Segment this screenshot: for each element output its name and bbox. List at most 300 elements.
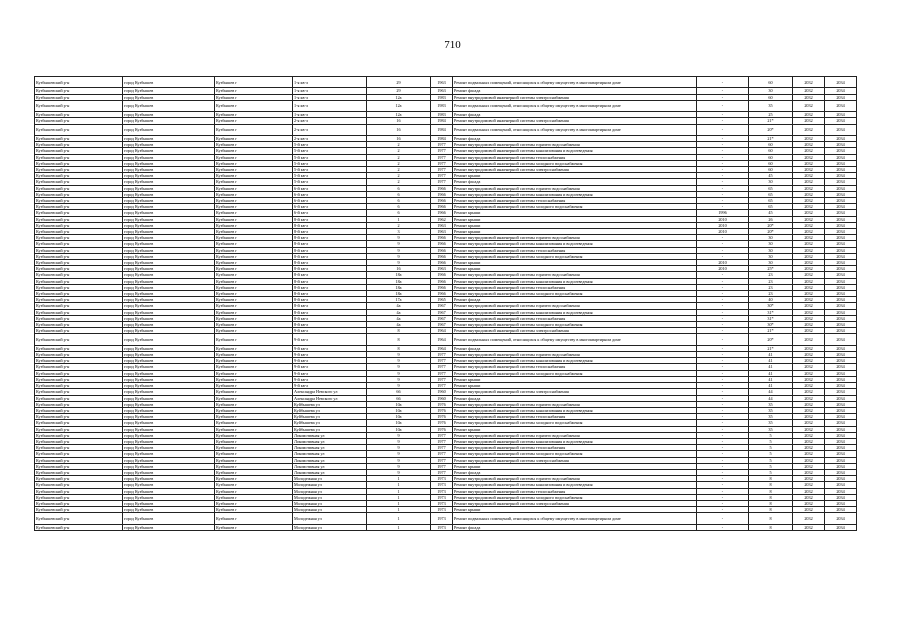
cell-cost: 20*: [749, 124, 793, 135]
cell-house: 9: [367, 376, 431, 382]
cell-district: Кузбышевский р-н: [35, 334, 123, 345]
cell-plan-start: 2032: [793, 247, 825, 253]
cell-plan-end: 2034: [825, 513, 857, 524]
cell-plan-end: 2034: [825, 198, 857, 204]
cell-house: 1: [367, 524, 431, 530]
cell-settlement: город Кузбышев: [123, 253, 215, 259]
cell-year-built: 1977: [431, 432, 453, 438]
cell-plan-end: 2034: [825, 272, 857, 278]
cell-plan-end: 2034: [825, 507, 857, 513]
cell-settlement: город Кузбышев: [123, 148, 215, 154]
cell-district: Кузбышевский р-н: [35, 160, 123, 166]
cell-settlement: город Кузбышев: [123, 494, 215, 500]
cell-plan-start: 2032: [793, 524, 825, 530]
table-row: [35, 100, 857, 111]
cell-street: 9-й кв-л: [293, 383, 367, 389]
cell-house: 9: [367, 247, 431, 253]
cell-work: Ремонт внутридомовой инженерной системы канализования и водоотведения: [453, 241, 697, 247]
cell-work: Ремонт внутридомовой инженерной системы электроснабжения: [453, 389, 697, 395]
cell-house: 2: [367, 222, 431, 228]
cell-prev-repair: -: [697, 135, 749, 141]
cell-district: Кузбышевский р-н: [35, 278, 123, 284]
cell-street: 2-я кв-л: [293, 135, 367, 141]
cell-prev-repair: -: [697, 88, 749, 94]
cell-plan-end: 2034: [825, 297, 857, 303]
cell-year-built: 1964: [431, 328, 453, 334]
cell-cost: 21*: [749, 328, 793, 334]
cell-street: 8-й кв-л: [293, 222, 367, 228]
cell-city: Кузбышев г: [215, 469, 293, 475]
cell-plan-end: 2034: [825, 345, 857, 351]
cell-work: Ремонт крыши: [453, 229, 697, 235]
cell-street: 6-й кв-л: [293, 210, 367, 216]
cell-city: Кузбышев г: [215, 247, 293, 253]
cell-district: Кузбышевский р-н: [35, 253, 123, 259]
cell-plan-end: 2034: [825, 438, 857, 444]
cell-settlement: город Кузбышев: [123, 112, 215, 118]
cell-year-built: 1983: [431, 94, 453, 100]
cell-plan-end: 2034: [825, 204, 857, 210]
cell-plan-start: 2032: [793, 284, 825, 290]
cell-plan-end: 2034: [825, 328, 857, 334]
cell-plan-start: 2032: [793, 309, 825, 315]
cell-house: 8: [367, 328, 431, 334]
cell-prev-repair: -: [697, 445, 749, 451]
cell-cost: 23: [749, 278, 793, 284]
cell-city: Кузбышев г: [215, 345, 293, 351]
cell-city: Кузбышев г: [215, 241, 293, 247]
cell-plan-start: 2032: [793, 507, 825, 513]
cell-settlement: город Кузбышев: [123, 272, 215, 278]
cell-plan-end: 2034: [825, 77, 857, 88]
cell-city: Кузбышев г: [215, 235, 293, 241]
cell-prev-repair: -: [697, 118, 749, 124]
cell-settlement: город Кузбышев: [123, 315, 215, 321]
cell-plan-start: 2032: [793, 426, 825, 432]
cell-city: Кузбышев г: [215, 124, 293, 135]
cell-house: 8: [367, 334, 431, 345]
cell-plan-start: 2032: [793, 160, 825, 166]
cell-district: Кузбышевский р-н: [35, 432, 123, 438]
cell-cost: 8: [749, 488, 793, 494]
cell-cost: 30*: [749, 303, 793, 309]
cell-prev-repair: -: [697, 124, 749, 135]
cell-street: 5-й кв-л: [293, 148, 367, 154]
cell-work: Ремонт внутридомовой инженерной системы теплоснабжения: [453, 315, 697, 321]
cell-street: 8-й кв-л: [293, 315, 367, 321]
cell-prev-repair: 2010: [697, 260, 749, 266]
cell-city: Кузбышев г: [215, 222, 293, 228]
cell-city: Кузбышев г: [215, 328, 293, 334]
cell-prev-repair: -: [697, 524, 749, 530]
cell-cost: 44: [749, 389, 793, 395]
cell-settlement: город Кузбышев: [123, 77, 215, 88]
cell-work: Ремонт подвальных помещений, относящихся к общему имуществу в многоквартирном доме: [453, 334, 697, 345]
cell-plan-start: 2032: [793, 345, 825, 351]
cell-cost: 23: [749, 272, 793, 278]
cell-year-built: 1977: [431, 160, 453, 166]
cell-plan-start: 2032: [793, 469, 825, 475]
cell-cost: 21*: [749, 118, 793, 124]
cell-house: 9: [367, 451, 431, 457]
cell-street: 6-й кв-л: [293, 185, 367, 191]
cell-work: Ремонт фасада: [453, 135, 697, 141]
cell-district: Кузбышевский р-н: [35, 185, 123, 191]
cell-plan-start: 2032: [793, 185, 825, 191]
cell-work: Ремонт внутридомовой инженерной системы холодного водоснабжения: [453, 322, 697, 328]
cell-plan-start: 2032: [793, 500, 825, 506]
cell-street: 8-й кв-л: [293, 247, 367, 253]
cell-settlement: город Кузбышев: [123, 407, 215, 413]
cell-prev-repair: -: [697, 358, 749, 364]
cell-house: 10а: [367, 420, 431, 426]
cell-prev-repair: -: [697, 278, 749, 284]
cell-cost: 5: [749, 438, 793, 444]
cell-plan-end: 2034: [825, 253, 857, 259]
cell-street: 8-й кв-л: [293, 284, 367, 290]
cell-street: Локомотивная ул: [293, 445, 367, 451]
cell-city: Кузбышев г: [215, 272, 293, 278]
cell-plan-start: 2032: [793, 77, 825, 88]
cell-year-built: 1964: [431, 345, 453, 351]
cell-plan-start: 2032: [793, 191, 825, 197]
cell-plan-end: 2034: [825, 457, 857, 463]
cell-district: Кузбышевский р-н: [35, 142, 123, 148]
cell-prev-repair: -: [697, 303, 749, 309]
cell-plan-start: 2032: [793, 476, 825, 482]
cell-district: Кузбышевский р-н: [35, 524, 123, 530]
cell-plan-end: 2034: [825, 241, 857, 247]
cell-house: 9: [367, 260, 431, 266]
cell-plan-start: 2032: [793, 482, 825, 488]
cell-city: Кузбышев г: [215, 420, 293, 426]
cell-cost: 35: [749, 100, 793, 111]
cell-work: Ремонт внутридомовой инженерной системы холодного водоснабжения: [453, 160, 697, 166]
cell-settlement: город Кузбышев: [123, 94, 215, 100]
cell-prev-repair: -: [697, 376, 749, 382]
cell-year-built: 1977: [431, 463, 453, 469]
cell-work: Ремонт внутридомовой инженерной системы канализования и водоотведения: [453, 482, 697, 488]
cell-district: Кузбышевский р-н: [35, 482, 123, 488]
cell-settlement: город Кузбышев: [123, 482, 215, 488]
cell-house: 17а: [367, 297, 431, 303]
cell-settlement: город Кузбышев: [123, 445, 215, 451]
cell-city: Кузбышев г: [215, 383, 293, 389]
cell-plan-start: 2032: [793, 401, 825, 407]
cell-year-built: 1973: [431, 500, 453, 506]
cell-house: 16: [367, 118, 431, 124]
cell-plan-end: 2034: [825, 395, 857, 401]
cell-city: Кузбышев г: [215, 229, 293, 235]
cell-city: Кузбышев г: [215, 494, 293, 500]
cell-settlement: город Кузбышев: [123, 303, 215, 309]
cell-year-built: 1966: [431, 253, 453, 259]
cell-year-built: 1966: [431, 235, 453, 241]
cell-district: Кузбышевский р-н: [35, 216, 123, 222]
cell-prev-repair: -: [697, 191, 749, 197]
cell-plan-start: 2032: [793, 253, 825, 259]
cell-work: Ремонт внутридомовой инженерной системы холодного водоснабжения: [453, 204, 697, 210]
cell-plan-start: 2032: [793, 118, 825, 124]
cell-street: 1-я кв-л: [293, 88, 367, 94]
cell-work: Ремонт внутридомовой инженерной системы электроснабжения: [453, 94, 697, 100]
cell-year-built: 1977: [431, 179, 453, 185]
cell-settlement: город Кузбышев: [123, 352, 215, 358]
cell-street: 6-й кв-л: [293, 204, 367, 210]
cell-prev-repair: -: [697, 352, 749, 358]
cell-cost: 35: [749, 420, 793, 426]
cell-street: 5-й кв-л: [293, 154, 367, 160]
cell-settlement: город Кузбышев: [123, 100, 215, 111]
cell-prev-repair: -: [697, 482, 749, 488]
cell-cost: 45: [749, 210, 793, 216]
cell-prev-repair: -: [697, 389, 749, 395]
cell-cost: 8: [749, 476, 793, 482]
cell-prev-repair: -: [697, 334, 749, 345]
cell-city: Кузбышев г: [215, 167, 293, 173]
cell-plan-start: 2032: [793, 179, 825, 185]
cell-cost: 60: [749, 142, 793, 148]
cell-work: Ремонт крыши: [453, 463, 697, 469]
cell-work: Ремонт крыши: [453, 426, 697, 432]
table-row: [35, 334, 857, 345]
cell-house: 9: [367, 253, 431, 259]
cell-street: 8-й кв-л: [293, 241, 367, 247]
cell-work: Ремонт фасада: [453, 88, 697, 94]
cell-plan-start: 2032: [793, 352, 825, 358]
cell-house: 12а: [367, 100, 431, 111]
cell-street: 8-й кв-л: [293, 278, 367, 284]
cell-district: Кузбышевский р-н: [35, 124, 123, 135]
cell-settlement: город Кузбышев: [123, 345, 215, 351]
cell-street: 9-й кв-л: [293, 334, 367, 345]
cell-cost: 5: [749, 469, 793, 475]
cell-plan-end: 2034: [825, 352, 857, 358]
cell-work: Ремонт фасада: [453, 345, 697, 351]
cell-plan-end: 2034: [825, 364, 857, 370]
cell-plan-end: 2034: [825, 185, 857, 191]
cell-plan-end: 2034: [825, 524, 857, 530]
cell-cost: 65: [749, 204, 793, 210]
cell-city: Кузбышев г: [215, 154, 293, 160]
cell-street: Куйбышева ул: [293, 407, 367, 413]
cell-house: 2: [367, 160, 431, 166]
cell-house: 9: [367, 370, 431, 376]
cell-plan-start: 2032: [793, 266, 825, 272]
cell-settlement: город Кузбышев: [123, 438, 215, 444]
cell-house: 1: [367, 494, 431, 500]
cell-settlement: город Кузбышев: [123, 160, 215, 166]
cell-district: Кузбышевский р-н: [35, 438, 123, 444]
cell-city: Кузбышев г: [215, 303, 293, 309]
cell-plan-start: 2032: [793, 260, 825, 266]
cell-cost: 35: [749, 426, 793, 432]
cell-plan-start: 2032: [793, 364, 825, 370]
cell-city: Кузбышев г: [215, 432, 293, 438]
cell-street: Локомотивная ул: [293, 438, 367, 444]
cell-settlement: город Кузбышев: [123, 309, 215, 315]
cell-work: Ремонт фасада: [453, 112, 697, 118]
cell-year-built: 1963: [431, 229, 453, 235]
cell-street: 1-я кв-л: [293, 112, 367, 118]
cell-district: Кузбышевский р-н: [35, 494, 123, 500]
cell-cost: 5: [749, 445, 793, 451]
cell-settlement: город Кузбышев: [123, 235, 215, 241]
cell-prev-repair: -: [697, 284, 749, 290]
cell-city: Кузбышев г: [215, 401, 293, 407]
cell-city: Кузбышев г: [215, 376, 293, 382]
cell-plan-end: 2034: [825, 112, 857, 118]
cell-city: Кузбышев г: [215, 284, 293, 290]
cell-district: Кузбышевский р-н: [35, 370, 123, 376]
cell-settlement: город Кузбышев: [123, 370, 215, 376]
cell-work: Ремонт крыши: [453, 266, 697, 272]
cell-district: Кузбышевский р-н: [35, 260, 123, 266]
cell-street: Локомотивная ул: [293, 463, 367, 469]
cell-plan-end: 2034: [825, 222, 857, 228]
cell-year-built: 1977: [431, 167, 453, 173]
cell-street: 5-й кв-л: [293, 160, 367, 166]
cell-settlement: город Кузбышев: [123, 358, 215, 364]
cell-year-built: 1983: [431, 100, 453, 111]
cell-district: Кузбышевский р-н: [35, 463, 123, 469]
cell-work: Ремонт внутридомовой инженерной системы теплоснабжения: [453, 445, 697, 451]
cell-plan-start: 2032: [793, 389, 825, 395]
cell-year-built: 1963: [431, 222, 453, 228]
cell-plan-start: 2032: [793, 494, 825, 500]
cell-plan-start: 2032: [793, 463, 825, 469]
cell-plan-end: 2034: [825, 451, 857, 457]
cell-house: 4а: [367, 315, 431, 321]
cell-street: Молодежная ул: [293, 494, 367, 500]
cell-street: Молодежная ул: [293, 476, 367, 482]
table-row: [35, 513, 857, 524]
cell-house: 66: [367, 395, 431, 401]
cell-work: Ремонт внутридомовой инженерной системы электроснабжения: [453, 457, 697, 463]
cell-year-built: 1984: [431, 124, 453, 135]
cell-cost: 35: [749, 401, 793, 407]
cell-year-built: 1977: [431, 142, 453, 148]
cell-settlement: город Кузбышев: [123, 198, 215, 204]
cell-cost: 41: [749, 364, 793, 370]
cell-city: Кузбышев г: [215, 513, 293, 524]
cell-prev-repair: -: [697, 457, 749, 463]
cell-cost: 5: [749, 457, 793, 463]
cell-house: 9: [367, 457, 431, 463]
cell-prev-repair: -: [697, 179, 749, 185]
cell-district: Кузбышевский р-н: [35, 414, 123, 420]
cell-cost: 8: [749, 494, 793, 500]
cell-work: Ремонт внутридомовой инженерной системы теплоснабжения: [453, 154, 697, 160]
cell-district: Кузбышевский р-н: [35, 345, 123, 351]
cell-plan-end: 2034: [825, 135, 857, 141]
cell-district: Кузбышевский р-н: [35, 445, 123, 451]
cell-year-built: 1977: [431, 173, 453, 179]
cell-district: Кузбышевский р-н: [35, 198, 123, 204]
cell-cost: 8: [749, 500, 793, 506]
cell-district: Кузбышевский р-н: [35, 322, 123, 328]
cell-year-built: 1977: [431, 383, 453, 389]
cell-work: Ремонт внутридомовой инженерной системы горячего водоснабжения: [453, 235, 697, 241]
cell-work: Ремонт крыши: [453, 383, 697, 389]
cell-house: 6: [367, 198, 431, 204]
cell-city: Кузбышев г: [215, 148, 293, 154]
cell-street: 1-я кв-л: [293, 77, 367, 88]
cell-city: Кузбышев г: [215, 476, 293, 482]
cell-plan-end: 2034: [825, 278, 857, 284]
cell-street: Молодежная ул: [293, 513, 367, 524]
cell-plan-start: 2032: [793, 278, 825, 284]
cell-plan-end: 2034: [825, 148, 857, 154]
cell-street: 6-й кв-л: [293, 198, 367, 204]
cell-district: Кузбышевский р-н: [35, 507, 123, 513]
cell-settlement: город Кузбышев: [123, 118, 215, 124]
cell-prev-repair: -: [697, 315, 749, 321]
cell-plan-start: 2032: [793, 88, 825, 94]
cell-cost: 5: [749, 463, 793, 469]
cell-year-built: 1976: [431, 414, 453, 420]
cell-street: 9-й кв-л: [293, 376, 367, 382]
cell-house: 66: [367, 389, 431, 395]
cell-house: 6: [367, 210, 431, 216]
cell-plan-end: 2034: [825, 167, 857, 173]
cell-work: Ремонт внутридомовой инженерной системы теплоснабжения: [453, 488, 697, 494]
cell-settlement: город Кузбышев: [123, 507, 215, 513]
cell-street: Молодежная ул: [293, 500, 367, 506]
cell-year-built: 1984: [431, 135, 453, 141]
cell-plan-start: 2032: [793, 358, 825, 364]
cell-plan-end: 2034: [825, 358, 857, 364]
cell-prev-repair: -: [697, 383, 749, 389]
cell-street: 1-я кв-л: [293, 100, 367, 111]
cell-house: 9: [367, 432, 431, 438]
cell-plan-start: 2032: [793, 451, 825, 457]
cell-city: Кузбышев г: [215, 185, 293, 191]
cell-plan-end: 2034: [825, 414, 857, 420]
cell-house: 2: [367, 179, 431, 185]
cell-cost: 60: [749, 160, 793, 166]
cell-plan-start: 2032: [793, 124, 825, 135]
cell-district: Кузбышевский р-н: [35, 364, 123, 370]
cell-plan-end: 2034: [825, 383, 857, 389]
cell-prev-repair: -: [697, 142, 749, 148]
cell-plan-end: 2034: [825, 309, 857, 315]
cell-prev-repair: -: [697, 154, 749, 160]
cell-year-built: 1977: [431, 376, 453, 382]
cell-district: Кузбышевский р-н: [35, 118, 123, 124]
cell-city: Кузбышев г: [215, 451, 293, 457]
cell-city: Кузбышев г: [215, 191, 293, 197]
cell-house: 9: [367, 438, 431, 444]
cell-plan-end: 2034: [825, 124, 857, 135]
cell-district: Кузбышевский р-н: [35, 469, 123, 475]
cell-prev-repair: 2010: [697, 229, 749, 235]
cell-work: Ремонт внутридомовой инженерной системы горячего водоснабжения: [453, 303, 697, 309]
cell-house: 2: [367, 154, 431, 160]
cell-street: Локомотивная ул: [293, 469, 367, 475]
cell-settlement: город Кузбышев: [123, 216, 215, 222]
cell-plan-end: 2034: [825, 260, 857, 266]
cell-prev-repair: -: [697, 198, 749, 204]
cell-house: 1: [367, 507, 431, 513]
cell-city: Кузбышев г: [215, 179, 293, 185]
cell-city: Кузбышев г: [215, 309, 293, 315]
cell-cost: 41: [749, 370, 793, 376]
cell-plan-end: 2034: [825, 266, 857, 272]
cell-city: Кузбышев г: [215, 135, 293, 141]
cell-district: Кузбышевский р-н: [35, 420, 123, 426]
cell-district: Кузбышевский р-н: [35, 476, 123, 482]
